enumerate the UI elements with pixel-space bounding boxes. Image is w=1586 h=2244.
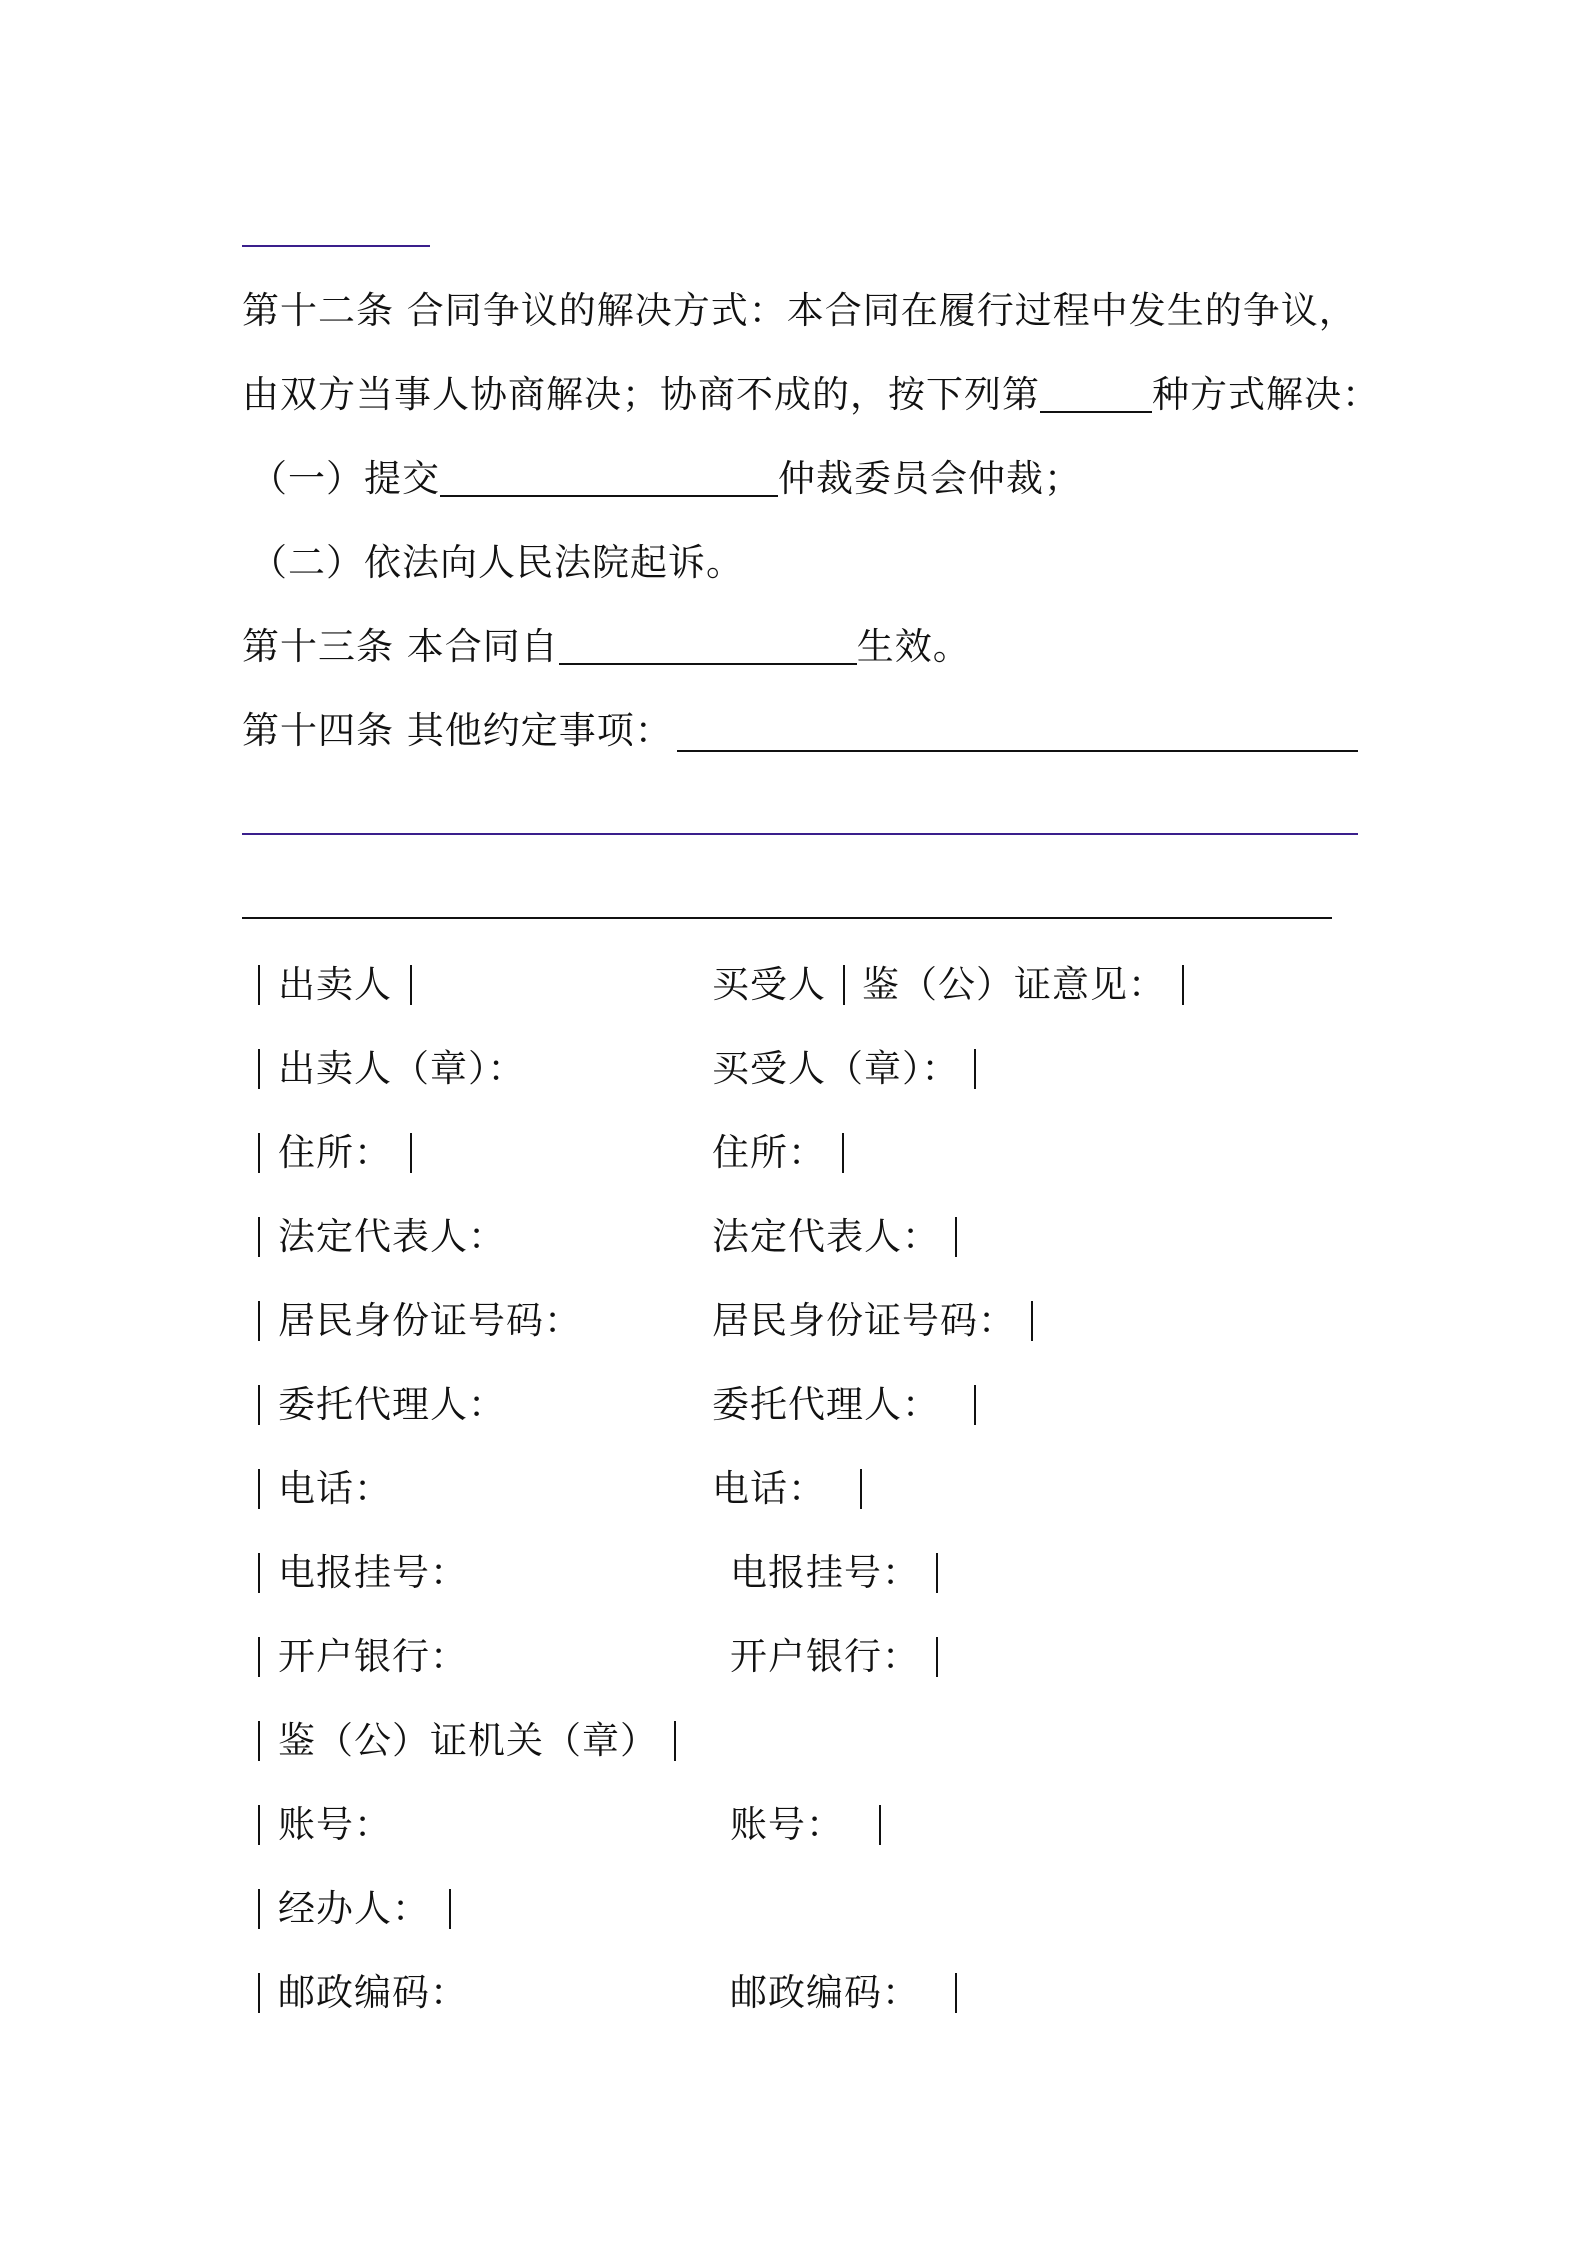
table-border [449,1889,451,1929]
seller-id-number: 居民身份证号码： [278,1299,582,1342]
seller-postcode: 邮政编码： [278,1971,468,2014]
seller-address: 住所： [278,1131,392,1174]
table-border [955,1217,957,1257]
table-border [258,1637,260,1677]
table-border [258,1385,260,1425]
article14 [242,708,673,754]
table-border [258,1133,260,1173]
table-border [936,1553,938,1593]
seller-account: 账号： [278,1803,392,1846]
table-border [843,965,845,1005]
buyer-address: 住所： [712,1131,826,1174]
seller-agent: 委托代理人： [278,1383,506,1426]
top-fill-line [242,245,430,247]
table-border [842,1133,844,1173]
other-terms-blank-1[interactable] [677,750,1358,752]
method-number-blank[interactable] [1040,379,1152,413]
article13 [242,624,971,670]
table-border [410,1133,412,1173]
article13-text-a: 第十三条 本合同自 [242,625,559,668]
table-border [955,1973,957,2013]
article12-line1 [242,288,1357,334]
table-border [974,1385,976,1425]
seller-seal: 出卖人（章）： [278,1047,526,1090]
seller-legal-rep: 法定代表人： [278,1215,506,1258]
option1-text-a: （一）提交 [250,457,440,500]
table-border [258,1889,260,1929]
seller-telegraph: 电报挂号： [278,1551,468,1594]
article12-text: 第十二条 合同争议的解决方式：本合同在履行过程中发生的争议， [242,289,1357,332]
other-terms-blank-3[interactable] [242,917,1332,919]
table-border [258,1217,260,1257]
option1-text-b: 仲裁委员会仲裁； [778,457,1082,500]
handler: 经办人： [278,1887,430,1930]
buyer-seal: 买受人（章）： [712,1047,960,1090]
article12-option1 [250,456,1082,502]
article14-label: 第十四条 其他约定事项： [242,709,673,752]
table-border [1182,965,1184,1005]
buyer-phone: 电话： [712,1467,826,1510]
buyer-bank: 开户银行： [730,1635,920,1678]
table-border [410,965,412,1005]
article12-line2 [242,372,1380,418]
other-terms-blank-2[interactable] [242,833,1358,835]
arbitration-committee-blank[interactable] [440,463,778,497]
buyer-agent: 委托代理人： [712,1383,940,1426]
seller-phone: 电话： [278,1467,392,1510]
article13-text-b: 生效。 [856,625,971,668]
table-border [258,1469,260,1509]
table-border [258,1301,260,1341]
table-border [879,1805,881,1845]
buyer-account: 账号： [730,1803,844,1846]
buyer-id-number: 居民身份证号码： [712,1299,1016,1342]
table-border [936,1637,938,1677]
table-border [258,1553,260,1593]
table-border [258,1049,260,1089]
effective-date-blank[interactable] [559,631,857,665]
table-border [974,1049,976,1089]
table-border [258,1721,260,1761]
table-border [1031,1301,1033,1341]
notary-opinion-header: 鉴（公）证意见： [862,963,1166,1006]
article12-text-b: 种方式解决： [1152,373,1380,416]
table-border [258,1973,260,2013]
buyer-postcode: 邮政编码： [730,1971,920,2014]
buyer-legal-rep: 法定代表人： [712,1215,940,1258]
buyer-telegraph: 电报挂号： [730,1551,920,1594]
article12-option2 [250,540,744,586]
option2-text: （二）依法向人民法院起诉。 [250,541,744,584]
table-border [258,965,260,1005]
article12-text-a: 由双方当事人协商解决；协商不成的，按下列第 [242,373,1040,416]
buyer-header: 买受人 [712,963,826,1006]
table-border [674,1721,676,1761]
table-border [258,1805,260,1845]
notary-authority-seal: 鉴（公）证机关（章） [278,1719,658,1762]
table-border [860,1469,862,1509]
seller-header: 出卖人 [278,963,392,1006]
seller-bank: 开户银行： [278,1635,468,1678]
